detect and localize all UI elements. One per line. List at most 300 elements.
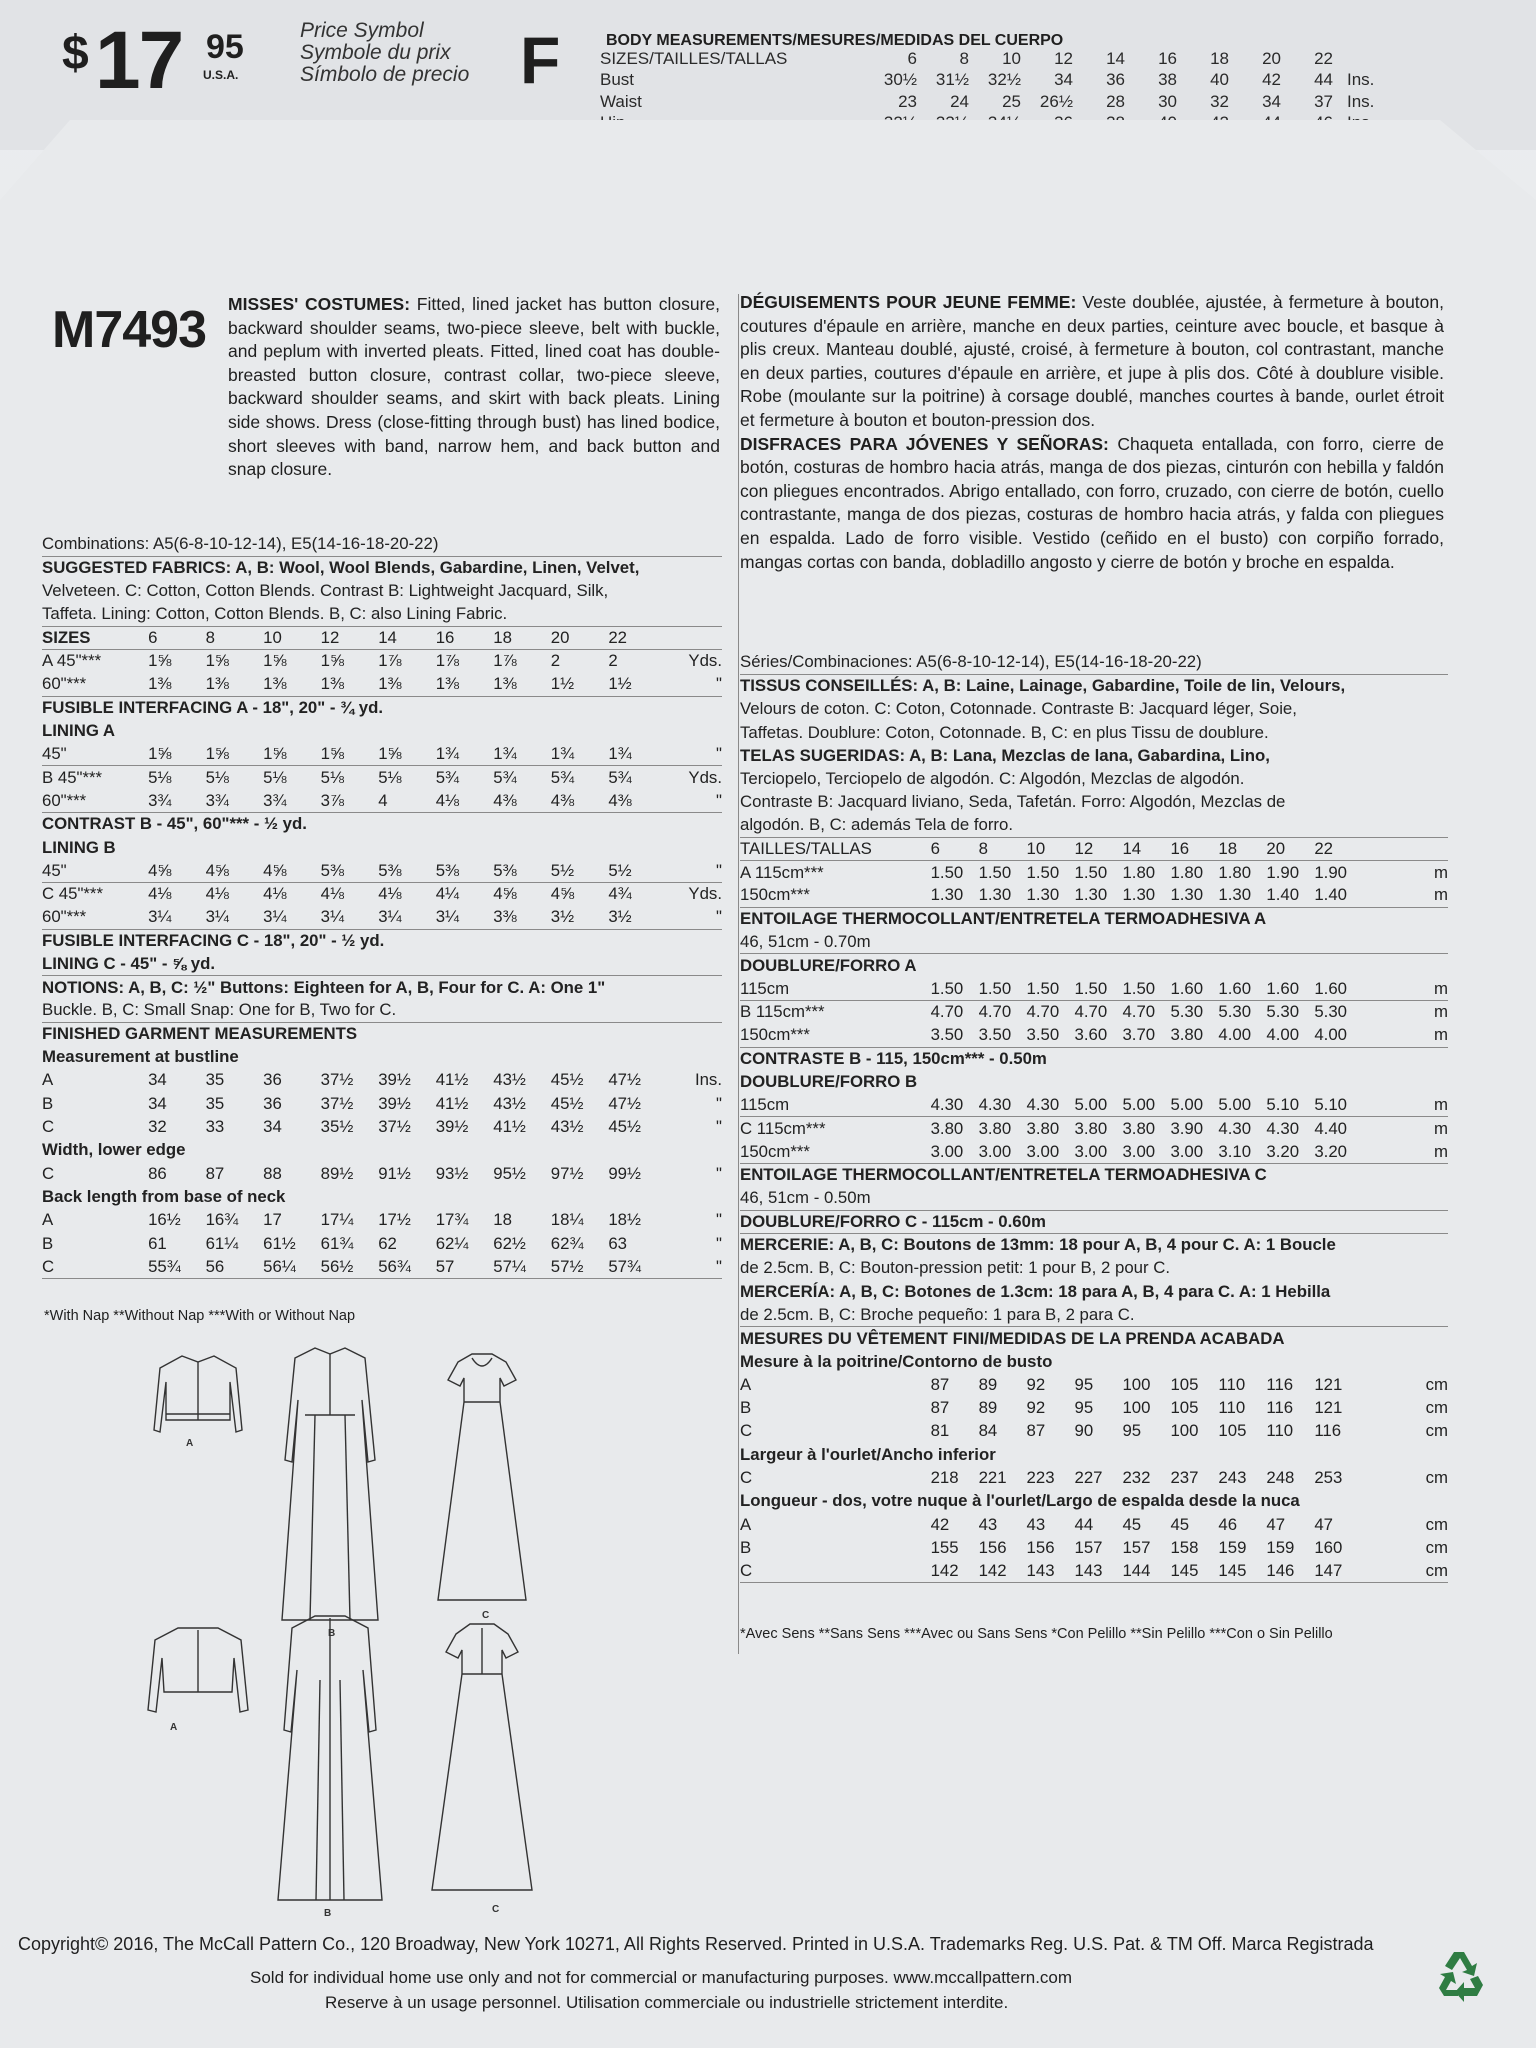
table-cell: 4.30 [1027, 1094, 1075, 1117]
measurement-cell: 30 [1158, 91, 1177, 111]
table-cell: 3.00 [1075, 1140, 1123, 1163]
table-cell: 1⅞ [493, 651, 517, 671]
table-text-line: FINISHED GARMENT MEASUREMENTS [42, 1024, 358, 1044]
table-cell: 221 [978, 1468, 1007, 1488]
table-row [740, 907, 1448, 930]
table-cell: 34 [148, 1070, 167, 1090]
table-row [42, 1209, 722, 1232]
row-label: A [740, 1374, 752, 1394]
row-label: C [740, 1468, 753, 1488]
column-divider [738, 294, 739, 1654]
table-cell: 84 [978, 1421, 998, 1441]
table-row [740, 977, 1448, 1000]
table-cell: 22 [1314, 837, 1362, 860]
table-text-line: Back length from base of neck [42, 1186, 286, 1206]
table-cell: 4⅛ [320, 884, 344, 904]
table-cell: 5½ [551, 859, 609, 882]
table-cell: 232 [1122, 1468, 1151, 1488]
table-cell: 62¼ [435, 1233, 469, 1253]
table-row [740, 1117, 1448, 1140]
table-text-line: Combinations: A5(6-8-10-12-14), E5(14-16-18-20-22) [42, 533, 722, 556]
row-label: 150cm*** [740, 1024, 931, 1047]
table-cell: 3.00 [931, 1140, 979, 1163]
table-row [42, 789, 722, 812]
table-row [740, 1466, 1448, 1489]
table-cell: 4.00 [1218, 1024, 1266, 1047]
table-cell: 4.70 [1026, 1002, 1060, 1022]
table-text-line: de 2.5cm. B, C: Bouton-pression petit: 1 pour B, 2 pour C. [740, 1258, 1171, 1278]
usage-notice-english: Sold for individual home use only and not for commercial or manufacturing purposes. www.mccallpattern.com [250, 1968, 1073, 1987]
table-cell: 3.00 [1027, 1140, 1075, 1163]
table-cell: 3¾ [148, 789, 206, 812]
table-row [740, 1560, 1448, 1583]
table-row [42, 743, 722, 766]
table-row [42, 999, 722, 1022]
table-cell: 243 [1218, 1468, 1247, 1488]
table-cell: 237 [1170, 1468, 1199, 1488]
table-cell: 3.80 [1074, 1118, 1108, 1138]
table-cell: 4⅝ [493, 884, 517, 904]
row-label: 115cm [740, 977, 931, 1000]
table-cell: m [1362, 1140, 1448, 1163]
price-currency: U.S.A. [203, 68, 239, 82]
table-cell: 87 [930, 1398, 950, 1418]
table-cell: 1.50 [978, 862, 1012, 882]
description-spanish-head: DISFRACES PARA JÓVENES Y SEÑORAS: [740, 433, 1109, 454]
table-row [42, 813, 722, 836]
coat-b-front-drawing [282, 1348, 378, 1620]
table-text-line: Width, lower edge [42, 1140, 186, 1160]
table-cell: 4⅛ [263, 884, 287, 904]
table-cell: 56¾ [378, 1255, 436, 1278]
table-cell: 95 [1074, 1374, 1094, 1394]
table-cell: 41½ [435, 1093, 469, 1113]
row-label: A [42, 1210, 54, 1230]
table-text-line: Largeur à l'ourlet/Ancho inferior [740, 1444, 996, 1464]
table-row [740, 1443, 1448, 1466]
table-cell: 4⅜ [608, 789, 666, 812]
table-text-line: MESURES DU VÊTEMENT FINI/MEDIDAS DE LA PRENDA ACABADA [740, 1328, 1285, 1348]
table-cell: 1.30 [1170, 884, 1218, 907]
table-cell: 47 [1314, 1514, 1334, 1534]
table-cell: 1.40 [1266, 884, 1314, 907]
row-label: C [42, 1163, 55, 1183]
table-cell: 146 [1266, 1560, 1314, 1583]
price-symbol-label [300, 20, 469, 86]
table-cell: 1⅜ [148, 673, 206, 696]
table-cell: 143 [1075, 1560, 1123, 1583]
table-cell: 1.30 [931, 884, 979, 907]
table-cell: 105 [1170, 1374, 1199, 1394]
table-cell: 3⅞ [321, 789, 379, 812]
table-cell: 5.00 [1218, 1094, 1266, 1117]
table-cell: 61½ [263, 1233, 296, 1253]
table-cell: 5¾ [493, 767, 517, 787]
table-cell: 3.80 [930, 1118, 964, 1138]
table-cell: 3¾ [206, 789, 264, 812]
description-english-head: MISSES' COSTUMES: [228, 294, 411, 314]
table-cell: 3¼ [378, 906, 436, 929]
table-cell: 12 [321, 626, 379, 649]
table-cell: 20 [551, 626, 609, 649]
nap-footnote-english: *With Nap **Without Nap ***With or Without Nap [44, 1308, 356, 1324]
measurement-label: SIZES/TAILLES/TALLAS [600, 48, 788, 68]
table-cell: 4⅜ [493, 789, 551, 812]
description-spanish-text: Chaqueta entallada, con forro, cierre de botón, costuras de hombro hacia atrás, manga de dos piezas, cinturón con hebilla y faldón con pliegues encontrados. Abrigo entallado, con forro, cruzado, con cierre de botón, cuello contrastante, manga de dos piezas, costuras de hombro hacia atrás, y falda con pliegues en espalda. Lado de forro visible. Vestido (ceñido en el busto) con corpiño forrado, mangas cortas con banda, dobladillo angosto y cierre de botón y broche en espalda. [740, 433, 1444, 572]
table-text-line: TELAS SUGERIDAS: A, B: Lana, Mezclas de lana, Gabardina, Lino, [740, 745, 1270, 765]
table-cell: 3.20 [1266, 1140, 1314, 1163]
table-cell: 5⅛ [263, 767, 287, 787]
table-cell: 3½ [608, 906, 666, 929]
table-row [740, 1233, 1448, 1256]
table-cell: 105 [1170, 1398, 1199, 1418]
table-cell: 1½ [608, 673, 666, 696]
table-cell: 36 [263, 1070, 282, 1090]
table-cell: 6 [931, 837, 979, 860]
description-french-head: DÉGUISEMENTS POUR JEUNE FEMME: [740, 292, 1077, 312]
price-cents: 95 [206, 28, 244, 66]
table-cell: 4.70 [1122, 1002, 1156, 1022]
table-cell: 1⅝ [205, 651, 229, 671]
table-cell: 1⅝ [321, 743, 379, 766]
table-cell: 1⅝ [263, 651, 287, 671]
table-cell: 3.50 [979, 1024, 1027, 1047]
table-cell: 5.30 [1314, 1002, 1348, 1022]
table-row [42, 1232, 722, 1255]
table-cell: 1⅜ [321, 673, 379, 696]
table-text-line: ENTOILAGE THERMOCOLLANT/ENTRETELA TERMOADHESIVA C [740, 1165, 1267, 1185]
row-label: 150cm*** [740, 1140, 931, 1163]
description-english [228, 293, 720, 482]
table-row [740, 651, 1448, 674]
table-text-line: LINING A [42, 721, 116, 741]
table-cell: 1.50 [1075, 977, 1123, 1000]
table-row [42, 952, 722, 975]
table-cell: 8 [206, 626, 264, 649]
table-cell: 42 [930, 1514, 950, 1534]
table-text-line: ENTOILAGE THERMOCOLLANT/ENTRETELA TERMOADHESIVA A [740, 909, 1267, 929]
table-cell: 145 [1170, 1560, 1218, 1583]
body-measurement-row [600, 91, 1393, 113]
table-cell: Yds. [688, 884, 722, 904]
measurement-cell: 30½ [883, 70, 917, 90]
row-label: C 45"*** [42, 884, 103, 904]
table-cell: 1.30 [1122, 884, 1170, 907]
measurement-cell [1333, 48, 1393, 70]
table-cell: 5.30 [1170, 1002, 1204, 1022]
table-cell: 105 [1218, 1421, 1247, 1441]
table-cell: 5⅛ [148, 767, 172, 787]
table-text-line: Taffetas. Doublure: Coton, Cotonnade. B, C: en plus Tissu de doublure. [740, 722, 1269, 742]
table-row [740, 1536, 1448, 1559]
table-cell: 5.00 [1170, 1094, 1218, 1117]
table-cell: 63 [608, 1233, 627, 1253]
table-cell: 10 [1027, 837, 1075, 860]
table-cell: 3¾ [263, 789, 321, 812]
measurement-cell: Ins. [1347, 70, 1375, 90]
table-cell: 92 [1026, 1398, 1046, 1418]
yardage-table-english [42, 533, 722, 1279]
table-cell: 1.90 [1266, 862, 1300, 882]
table-row [740, 1327, 1448, 1350]
table-cell: 147 [1314, 1560, 1362, 1583]
table-cell: 1.50 [1122, 977, 1170, 1000]
measurement-cell: 16 [1158, 48, 1177, 68]
table-cell: 1¾ [551, 743, 609, 766]
body-measurement-row [600, 70, 1393, 92]
measurement-cell: 40 [1210, 70, 1229, 90]
table-cell: 4.00 [1266, 1024, 1314, 1047]
table-cell: 41½ [435, 1070, 469, 1090]
table-cell: 88 [263, 1163, 282, 1183]
table-row [740, 1490, 1448, 1513]
illustration-label-jacket-front: A [186, 1438, 194, 1449]
table-row [740, 814, 1448, 837]
table-cell: Ins. [694, 1070, 722, 1090]
table-cell: 100 [1122, 1374, 1151, 1394]
row-label: B 45"*** [42, 767, 103, 787]
table-cell: 227 [1074, 1468, 1103, 1488]
table-row [42, 1092, 722, 1115]
table-cell: 22 [608, 626, 666, 649]
table-cell: 61 [148, 1233, 167, 1253]
table-cell: 5⅜ [321, 859, 379, 882]
table-cell: 61¾ [320, 1233, 354, 1253]
measurement-cell: 36 [1106, 70, 1125, 90]
table-cell: 5⅛ [205, 767, 229, 787]
row-label: 60"*** [42, 789, 148, 812]
table-cell: 110 [1218, 1398, 1246, 1418]
table-text-line: Measurement at bustline [42, 1047, 239, 1067]
table-cell: 1.30 [979, 884, 1027, 907]
table-cell: 5.00 [1122, 1094, 1170, 1117]
table-cell: 1.50 [931, 977, 979, 1000]
table-cell: 5⅜ [493, 859, 551, 882]
table-cell: 37½ [378, 1117, 411, 1137]
table-cell: 56 [206, 1255, 264, 1278]
table-row [42, 929, 722, 952]
table-cell: 3.80 [1122, 1118, 1156, 1138]
table-cell: 1⅜ [378, 673, 436, 696]
table-cell: 157 [1122, 1537, 1151, 1557]
table-row [740, 1187, 1448, 1210]
table-cell: 95½ [493, 1163, 526, 1183]
table-cell: " [716, 1163, 722, 1183]
table-row [740, 861, 1448, 884]
table-text-line: Velours de coton. C: Coton, Cotonnade. Contraste B: Jacquard léger, Soie, [740, 699, 1297, 719]
price-symbol-es: Símbolo de precio [300, 63, 470, 86]
table-cell: 44 [1074, 1514, 1094, 1534]
measurement-cell: 25 [1002, 91, 1021, 111]
table-cell: 90 [1074, 1421, 1094, 1441]
table-cell: 110 [1218, 1374, 1246, 1394]
jacket-a-front-drawing [154, 1356, 242, 1432]
table-row [42, 859, 722, 882]
table-text-line: MERCERIE: A, B, C: Boutons de 13mm: 18 pour A, B, 4 pour C. A: 1 Boucle [740, 1235, 1336, 1255]
table-row [740, 1210, 1448, 1233]
table-cell: 1.60 [1218, 977, 1266, 1000]
table-cell: 89 [978, 1374, 998, 1394]
table-cell: 4⅝ [550, 884, 575, 904]
table-cell: 248 [1266, 1468, 1295, 1488]
table-cell: 18 [493, 626, 551, 649]
table-cell: 57¾ [608, 1255, 666, 1278]
price-dollar: $ [62, 27, 89, 80]
table-cell: 1.60 [1170, 977, 1218, 1000]
table-cell: 223 [1026, 1468, 1055, 1488]
table-cell: 1⅜ [436, 673, 494, 696]
table-cell: 97½ [550, 1163, 584, 1183]
table-cell: 18½ [608, 1210, 641, 1230]
table-text-line: Mesure à la poitrine/Contorno de busto [740, 1351, 1053, 1371]
table-cell: 3.10 [1218, 1140, 1266, 1163]
table-cell: " [666, 743, 722, 766]
jacket-a-back-drawing [148, 1628, 248, 1712]
table-cell: 5¾ [608, 767, 632, 787]
table-cell: 5¾ [435, 767, 460, 787]
table-row [42, 836, 722, 859]
table-cell: 5.10 [1266, 1094, 1314, 1117]
table-cell: 32 [148, 1117, 167, 1137]
table-cell: 17¾ [435, 1210, 469, 1230]
table-cell: 1⅝ [148, 651, 172, 671]
table-cell [1362, 837, 1448, 860]
table-cell: 1.50 [1027, 977, 1075, 1000]
table-row [42, 719, 722, 742]
table-cell: 3¼ [436, 906, 494, 929]
table-cell: 1⅝ [378, 743, 436, 766]
table-cell: 57 [436, 1255, 494, 1278]
table-row [740, 1000, 1448, 1023]
table-cell: cm [1362, 1560, 1448, 1583]
table-cell: 57¼ [493, 1255, 551, 1278]
table-row [42, 1046, 722, 1069]
nap-footnote-fr-es: *Avec Sens **Sans Sens ***Avec ou Sans Sens *Con Pelillo **Sin Pelillo ***Con o Sin Pelillo [740, 1626, 1333, 1642]
table-cell: 16 [436, 626, 494, 649]
price-letter: F [520, 23, 561, 97]
table-cell: 1¾ [436, 743, 494, 766]
description-fr-es [740, 291, 1444, 574]
table-cell: 91½ [378, 1163, 411, 1183]
dress-c-back-drawing [432, 1624, 532, 1890]
table-cell: 4¾ [608, 884, 632, 904]
illustration-label-coat-front: B [328, 1628, 336, 1639]
measurement-cell: Ins. [1347, 91, 1375, 111]
measurement-cell: 37 [1314, 91, 1333, 111]
table-cell: 37½ [320, 1093, 354, 1113]
table-cell: 45 [1170, 1514, 1190, 1534]
table-cell: 1⅝ [206, 743, 264, 766]
yardage-table-fr-es [740, 651, 1448, 1583]
table-row [42, 1069, 722, 1092]
row-label: 60"*** [42, 906, 148, 929]
table-cell: 2 [550, 651, 561, 671]
table-cell: 5⅜ [436, 859, 494, 882]
table-cell: 159 [1218, 1537, 1247, 1557]
table-cell: m [1434, 1118, 1448, 1138]
table-cell: 86 [148, 1163, 167, 1183]
table-cell: 1⅞ [435, 651, 460, 671]
table-cell: 3¼ [263, 906, 321, 929]
row-label: B 115cm*** [740, 1002, 825, 1022]
table-cell: 55¾ [148, 1255, 206, 1278]
table-cell: 1.90 [1314, 862, 1348, 882]
table-cell: 33 [205, 1117, 225, 1137]
table-cell: 35 [205, 1070, 225, 1090]
table-cell: " [666, 859, 722, 882]
table-cell: 4⅛ [378, 884, 402, 904]
table-cell: 3.00 [1170, 1140, 1218, 1163]
table-cell: 142 [979, 1560, 1027, 1583]
table-row [740, 1303, 1448, 1326]
measurement-cell: 31½ [935, 70, 969, 90]
table-cell: 43½ [493, 1093, 526, 1113]
table-cell: 145 [1218, 1560, 1266, 1583]
table-cell: 3.50 [1027, 1024, 1075, 1047]
row-label: SIZES [42, 626, 148, 649]
table-cell: Yds. [688, 767, 722, 787]
table-cell: " [666, 906, 722, 929]
table-row [42, 696, 722, 719]
table-cell: 1.50 [930, 862, 964, 882]
table-row [740, 1047, 1448, 1070]
table-cell: 62¾ [550, 1233, 584, 1253]
table-cell: 95 [1122, 1421, 1142, 1441]
table-cell: 159 [1266, 1537, 1295, 1557]
table-cell: 16½ [148, 1210, 181, 1230]
table-row [740, 1094, 1448, 1117]
table-cell: 46 [1218, 1514, 1238, 1534]
description-french-text: Veste doublée, ajustée, à fermeture à bouton, coutures d'épaule en arrière, manche en deux parties, ceinture avec boucle, et basque à plis creux. Manteau doublé, ajusté, croisé, à fermeture à bouton, col contrastant, manche en deux parties, coutures d'épaule en arrière, et jupe à plis dos. Côté à doublure visible. Robe (moulante sur la poitrine) à corsage doublé, manches courtes à bande, ourlet étroit et fermeture à bouton et bouton-pression dos. [740, 292, 1444, 430]
table-cell: 6 [148, 626, 206, 649]
table-cell: 56¼ [263, 1255, 321, 1278]
table-cell: 43½ [493, 1070, 526, 1090]
table-cell: 43 [978, 1514, 998, 1534]
table-cell: 1⅝ [263, 743, 321, 766]
table-cell: 157 [1074, 1537, 1103, 1557]
measurement-cell: 8 [959, 48, 969, 68]
table-text-line: LINING B [42, 837, 116, 857]
table-row [42, 603, 722, 626]
table-cell: 1.60 [1266, 977, 1314, 1000]
table-cell: 93½ [435, 1163, 469, 1183]
table-cell: 5.00 [1075, 1094, 1123, 1117]
table-cell: 14 [378, 626, 436, 649]
table-cell: 1⅝ [320, 651, 344, 671]
row-label: C [740, 1421, 753, 1441]
table-cell: 89 [978, 1398, 998, 1418]
table-row [42, 673, 722, 696]
table-cell: 1.30 [1075, 884, 1123, 907]
table-cell: 4⅛ [436, 789, 494, 812]
table-cell: 1.50 [1026, 862, 1060, 882]
row-label: B [42, 1233, 54, 1253]
table-row [42, 580, 722, 603]
measurement-cell: 10 [1002, 48, 1021, 68]
table-cell: m [1434, 862, 1448, 882]
measurement-cell: 12 [1054, 48, 1073, 68]
table-cell: 1.60 [1314, 977, 1362, 1000]
row-label: B [740, 1537, 752, 1557]
table-text-line: DOUBLURE/FORRO B [740, 1071, 918, 1091]
table-cell: 39½ [378, 1070, 411, 1090]
measurement-cell: 44 [1314, 70, 1333, 90]
table-cell: 4.30 [1218, 1118, 1252, 1138]
measurement-cell: 22 [1314, 48, 1333, 68]
table-row [740, 1070, 1448, 1093]
table-cell: cm [1425, 1537, 1448, 1557]
illustration-label-coat-back: B [324, 1908, 332, 1919]
